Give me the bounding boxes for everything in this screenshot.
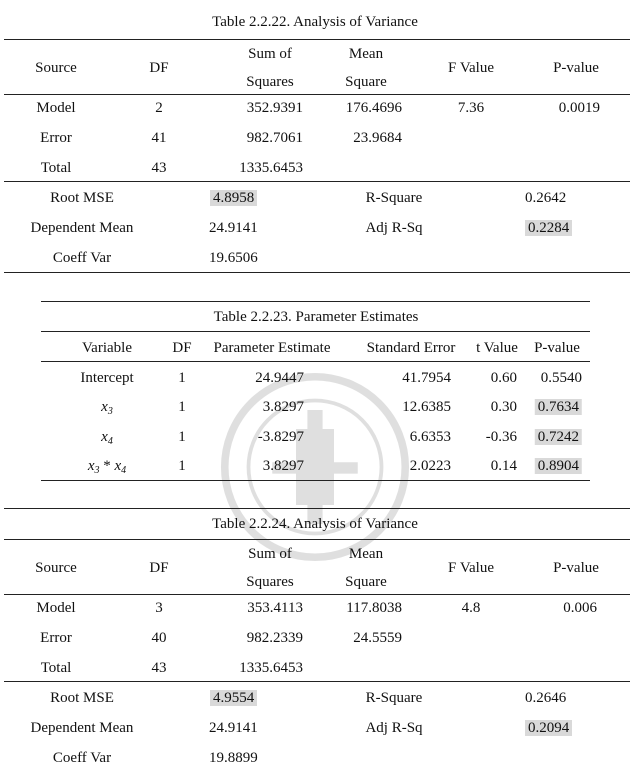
table-rule: [41, 480, 590, 481]
table-rule: [4, 594, 630, 595]
table-rule: [41, 361, 590, 362]
header-f: F Value: [448, 60, 494, 76]
highlighted-value: 0.2094: [525, 720, 572, 736]
table-rule: [4, 181, 630, 182]
table-rule: [41, 301, 590, 302]
table-rule: [4, 272, 630, 273]
header-p: P-value: [553, 60, 599, 76]
header-ss-line1: Sum of: [248, 46, 292, 62]
table-rule: [41, 331, 590, 332]
university-seal-icon: [220, 372, 410, 562]
highlighted-value: 0.2284: [525, 220, 572, 236]
table-rule: [4, 539, 630, 540]
table-rule: [4, 39, 630, 40]
header-df: DF: [149, 60, 169, 76]
highlighted-value: 0.7242: [535, 429, 582, 445]
table-rule: [4, 94, 630, 95]
header-ms-line2: Square: [345, 74, 387, 90]
table-caption: Table 2.2.23. Parameter Estimates: [213, 309, 419, 325]
table-caption: Table 2.2.24. Analysis of Variance: [212, 516, 418, 532]
highlighted-value: 0.7634: [535, 399, 582, 415]
header-ss-line2: Squares: [246, 74, 294, 90]
header-source: Source: [35, 60, 77, 76]
highlighted-value: 4.9554: [210, 690, 257, 706]
table-rule: [4, 681, 630, 682]
table-caption: Table 2.2.22. Analysis of Variance: [212, 14, 418, 30]
highlighted-value: 4.8958: [210, 190, 257, 206]
header-ms-line1: Mean: [348, 46, 384, 62]
highlighted-value: 0.8904: [535, 458, 582, 474]
table-rule: [4, 508, 630, 509]
